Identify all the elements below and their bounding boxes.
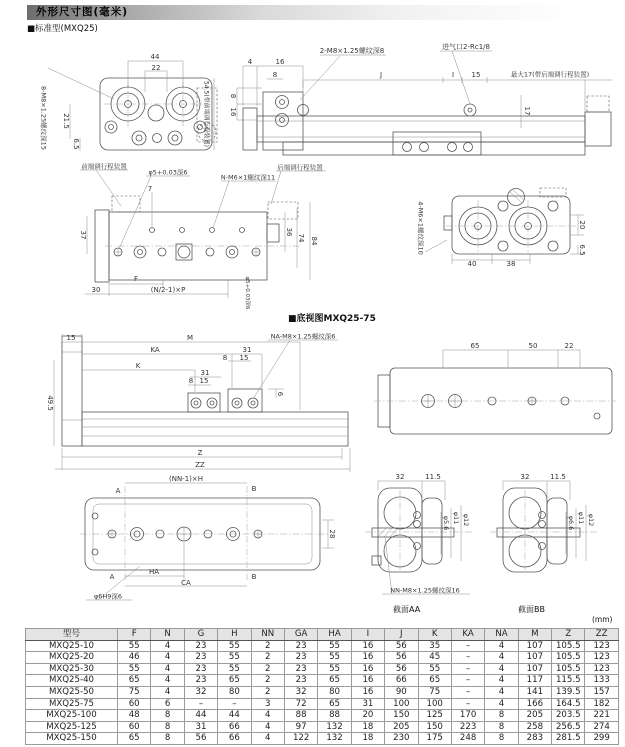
table-cell: 32 xyxy=(284,686,317,698)
table-cell: 4 xyxy=(251,710,284,722)
table-cell: 20 xyxy=(351,710,384,722)
table-header-cell: G xyxy=(184,629,217,641)
table-header-cell: Z xyxy=(552,629,585,641)
table-cell: 205 xyxy=(518,710,551,722)
table-cell: 65 xyxy=(318,698,351,710)
table-cell: 88 xyxy=(318,710,351,722)
table-cell: 97 xyxy=(284,721,317,733)
table-header-cell: I xyxy=(351,629,384,641)
section-bb-caption: 截面BB xyxy=(518,605,545,614)
dim-label: φ5+0.03深6 xyxy=(148,168,188,177)
dim-label: CA xyxy=(181,579,191,587)
dim-label: φ6.6 xyxy=(567,515,575,531)
table-cell: 80 xyxy=(318,686,351,698)
dim-label: 31 xyxy=(242,346,252,354)
table-cell: 248 xyxy=(451,733,484,745)
table-cell: 2 xyxy=(251,640,284,652)
dim-label: 8 xyxy=(222,354,228,362)
unit-note: (mm) xyxy=(592,615,613,624)
dim-label: 22 xyxy=(564,342,574,350)
table-body xyxy=(26,640,619,744)
dim-label: A xyxy=(109,573,115,581)
table-cell: 132 xyxy=(318,733,351,745)
table-cell: 107 xyxy=(518,652,551,664)
table-row xyxy=(26,733,619,745)
table-header-cell: 型号 xyxy=(26,629,118,641)
table-cell: 105.5 xyxy=(552,652,585,664)
table-cell: 274 xyxy=(585,721,618,733)
table-cell: 55 xyxy=(218,663,251,675)
table-row xyxy=(26,640,619,652)
dim-label: φ12 xyxy=(587,513,595,527)
table-cell: – xyxy=(451,675,484,687)
dim-label: ZZ xyxy=(195,461,205,469)
table-cell: 16 xyxy=(351,652,384,664)
table-cell: 283 xyxy=(518,733,551,745)
table-cell: 75 xyxy=(118,686,151,698)
table-cell: 65 xyxy=(218,675,251,687)
table-cell: 4 xyxy=(485,675,518,687)
dim-label: 后端调行程装置 xyxy=(277,163,323,172)
table-cell: 23 xyxy=(184,652,217,664)
table-cell: 56 xyxy=(184,733,217,745)
table-cell: MXQ25-50 xyxy=(26,686,118,698)
dim-label: φ5.6 xyxy=(442,515,450,531)
table-row xyxy=(26,663,619,675)
table-cell: 55 xyxy=(218,640,251,652)
table-cell: 115.5 xyxy=(552,675,585,687)
table-cell: 18 xyxy=(351,733,384,745)
table-cell: 105.5 xyxy=(552,663,585,675)
table-cell: 18 xyxy=(351,721,384,733)
table-row xyxy=(26,721,619,733)
dim-label: 6.5 xyxy=(578,244,586,256)
dim-label: K xyxy=(135,362,141,370)
section-aa xyxy=(365,481,472,594)
dim-label: 54.5(带前端调行程装置) xyxy=(202,80,210,148)
table-cell: 107 xyxy=(518,640,551,652)
dim-label: 8 xyxy=(229,93,237,99)
table-cell: 65 xyxy=(418,675,451,687)
dim-label: (N/2-1)×P xyxy=(150,286,186,294)
table-cell: 75 xyxy=(418,686,451,698)
table-cell: 4 xyxy=(151,675,184,687)
table-cell: 60 xyxy=(118,698,151,710)
table-cell: 65 xyxy=(318,675,351,687)
table-cell: 66 xyxy=(385,675,418,687)
dim-label: 4 xyxy=(247,58,253,66)
dim-label: φ11 xyxy=(452,511,460,525)
table-cell: 31 xyxy=(351,698,384,710)
table-header-cell: N xyxy=(151,629,184,641)
table-cell: 4 xyxy=(151,640,184,652)
table-cell: 8 xyxy=(151,721,184,733)
table-header-cell: NN xyxy=(251,629,284,641)
table-cell: 65 xyxy=(118,675,151,687)
dim-label: J xyxy=(379,71,383,79)
table-cell: MXQ25-10 xyxy=(26,640,118,652)
table-header-cell: NA xyxy=(485,629,518,641)
table-cell: – xyxy=(451,663,484,675)
table-cell: 90 xyxy=(385,686,418,698)
dim-label: 8 xyxy=(272,71,278,79)
table-cell: 88 xyxy=(284,710,317,722)
dim-label: HA xyxy=(148,568,160,576)
table-cell: 175 xyxy=(418,733,451,745)
table-cell: 46 xyxy=(118,652,151,664)
table-cell: 2 xyxy=(251,675,284,687)
table-cell: 32 xyxy=(184,686,217,698)
table-cell: – xyxy=(451,698,484,710)
table-cell: 56 xyxy=(385,663,418,675)
dim-label: NN-M8×1.25螺纹深16 xyxy=(390,586,460,595)
dim-label: B xyxy=(251,573,257,581)
dim-label: F xyxy=(133,275,139,283)
table-cell: – xyxy=(451,652,484,664)
dim-label: 7 xyxy=(147,185,153,193)
table-cell: MXQ25-75 xyxy=(26,698,118,710)
dim-label: 4-M6×1螺纹深10 xyxy=(416,201,425,255)
table-cell: 2 xyxy=(251,652,284,664)
table-cell: 8 xyxy=(151,710,184,722)
dim-label: M xyxy=(186,334,194,342)
dim-label: 37 xyxy=(79,230,87,240)
table-cell: 16 xyxy=(351,675,384,687)
table-cell: 141 xyxy=(518,686,551,698)
dim-label: 20 xyxy=(578,220,586,230)
table-cell: 221 xyxy=(585,710,618,722)
dim-label: 32 xyxy=(395,473,405,481)
dim-label: 32 xyxy=(520,473,530,481)
dim-label: 28 xyxy=(328,529,336,539)
table-cell: 4 xyxy=(485,652,518,664)
table-row xyxy=(26,698,619,710)
table-cell: – xyxy=(218,698,251,710)
table-header-cell: KA xyxy=(451,629,484,641)
table-cell: 55 xyxy=(118,640,151,652)
dim-label: 15 xyxy=(199,377,209,385)
table-cell: 8 xyxy=(151,733,184,745)
table-cell: 123 xyxy=(585,663,618,675)
table-cell: 4 xyxy=(151,686,184,698)
bottom-view-label: ■底视图MXQ25-75 xyxy=(288,314,376,324)
table-cell: 65 xyxy=(118,733,151,745)
dim-label: 22 xyxy=(151,64,161,72)
table-row xyxy=(26,710,619,722)
dim-label: 21.5 xyxy=(62,113,70,129)
table-cell: 23 xyxy=(184,663,217,675)
table-cell: 56 xyxy=(385,652,418,664)
dim-label: φ5+0.03深6 xyxy=(244,276,250,310)
table-cell: 2 xyxy=(251,686,284,698)
table-cell: 4 xyxy=(485,698,518,710)
table-cell: 123 xyxy=(585,652,618,664)
dim-label: 6 xyxy=(276,391,284,397)
table-cell: 16 xyxy=(351,640,384,652)
dim-label: 15 xyxy=(239,354,249,362)
table-header-cell: GA xyxy=(284,629,317,641)
table-header-cell: F xyxy=(118,629,151,641)
dim-label: B xyxy=(251,485,257,493)
table-cell: 123 xyxy=(585,640,618,652)
dim-label: 16 xyxy=(275,58,285,66)
table-cell: 23 xyxy=(184,675,217,687)
view-middle-end xyxy=(425,188,584,264)
table-cell: 16 xyxy=(351,663,384,675)
dim-label: 84 xyxy=(310,236,318,246)
table-cell: – xyxy=(184,698,217,710)
table-cell: 23 xyxy=(184,640,217,652)
table-cell: 117 xyxy=(518,675,551,687)
dim-label: Z xyxy=(197,449,203,457)
dim-label: 11.5 xyxy=(425,473,441,481)
table-cell: 3 xyxy=(251,698,284,710)
table-cell: 66 xyxy=(218,721,251,733)
dim-label: (NN-1)×H xyxy=(168,475,204,483)
table-cell: 45 xyxy=(418,652,451,664)
section-bb xyxy=(490,481,597,572)
dim-label: 17 xyxy=(523,106,531,116)
dim-label: 前端调行程装置 xyxy=(81,162,127,171)
table-cell: 133 xyxy=(585,675,618,687)
table-cell: 2 xyxy=(251,663,284,675)
table-header-row xyxy=(26,629,619,641)
table-cell: 170 xyxy=(451,710,484,722)
table-cell: 4 xyxy=(251,733,284,745)
dim-label: KA xyxy=(150,346,160,354)
dim-label: 30 xyxy=(91,286,101,294)
table-cell: 100 xyxy=(418,698,451,710)
table-cell: 44 xyxy=(184,710,217,722)
table-header-cell: H xyxy=(218,629,251,641)
dim-label: 进气口2-Rc1/8 xyxy=(442,43,490,51)
table-cell: 23 xyxy=(284,675,317,687)
dim-label: 74 xyxy=(297,233,305,243)
table-cell: 55 xyxy=(418,663,451,675)
dim-label: 31 xyxy=(200,369,210,377)
table-header-cell: K xyxy=(418,629,451,641)
table-cell: 4 xyxy=(485,663,518,675)
table-cell: 132 xyxy=(318,721,351,733)
table-cell: 8 xyxy=(485,710,518,722)
table-cell: 56 xyxy=(385,640,418,652)
table-cell: 299 xyxy=(585,733,618,745)
table-cell: 258 xyxy=(518,721,551,733)
table-cell: MXQ25-20 xyxy=(26,652,118,664)
dim-label: 16 xyxy=(229,107,237,117)
dim-label: I xyxy=(451,71,455,79)
table-cell: MXQ25-150 xyxy=(26,733,118,745)
view-bottom-mxq75 xyxy=(374,350,616,434)
dim-label: 36 xyxy=(285,227,293,237)
table-cell: – xyxy=(451,686,484,698)
table-cell: 125 xyxy=(418,710,451,722)
table-cell: 8 xyxy=(485,721,518,733)
dim-label: N-M6×1螺纹深11 xyxy=(220,173,276,182)
table-cell: 107 xyxy=(518,663,551,675)
table-header-cell: ZZ xyxy=(585,629,618,641)
dim-label: 8-M8×1.25螺纹深15 xyxy=(39,86,48,150)
table-cell: 6 xyxy=(151,698,184,710)
table-cell: 150 xyxy=(418,721,451,733)
table-cell: MXQ25-125 xyxy=(26,721,118,733)
table-cell: 203.5 xyxy=(552,710,585,722)
dim-label: 11.5 xyxy=(550,473,566,481)
table-cell: 23 xyxy=(284,640,317,652)
table-cell: 4 xyxy=(251,721,284,733)
table-cell: 230 xyxy=(385,733,418,745)
dim-label: 38 xyxy=(506,260,516,268)
table-cell: 205 xyxy=(385,721,418,733)
dim-label: φ11 xyxy=(577,511,585,525)
dim-label: 15 xyxy=(471,71,481,79)
table-cell: 8 xyxy=(485,733,518,745)
standard-type-label: ■标准型(MXQ25) xyxy=(27,24,98,34)
table-header-cell: J xyxy=(385,629,418,641)
table-cell: 157 xyxy=(585,686,618,698)
dim-label: NA-M8×1.25螺纹深6 xyxy=(270,332,336,341)
table-cell: 256.5 xyxy=(552,721,585,733)
table-cell: 66 xyxy=(218,733,251,745)
table-row xyxy=(26,675,619,687)
dim-label: φ6H9深6 xyxy=(93,592,123,601)
table-cell: 80 xyxy=(218,686,251,698)
table-cell: 105.5 xyxy=(552,640,585,652)
table-cell: 150 xyxy=(385,710,418,722)
table-cell: 139.5 xyxy=(552,686,585,698)
table-cell: 4 xyxy=(485,640,518,652)
dim-label: A xyxy=(115,487,121,495)
dim-label: 15 xyxy=(66,334,76,342)
table-cell: 4 xyxy=(151,652,184,664)
dim-label: 2-M8×1.25螺纹深8 xyxy=(319,47,385,55)
dimensions-table xyxy=(25,628,619,745)
view-bottom-plan xyxy=(80,483,334,600)
table-cell: 4 xyxy=(485,686,518,698)
table-cell: 55 xyxy=(318,640,351,652)
table-cell: 35 xyxy=(418,640,451,652)
table-row xyxy=(26,652,619,664)
dim-label: 6.5 xyxy=(72,138,80,150)
table-cell: 164.5 xyxy=(552,698,585,710)
table-cell: 48 xyxy=(118,710,151,722)
table-head xyxy=(26,629,619,641)
page-title: 外形尺寸图(毫米) xyxy=(36,6,129,18)
dim-label: 44 xyxy=(150,53,160,61)
dim-label: 8 xyxy=(188,377,194,385)
table-cell: 55 xyxy=(318,663,351,675)
table-cell: MXQ25-40 xyxy=(26,675,118,687)
table-cell: 60 xyxy=(118,721,151,733)
view-top-right xyxy=(237,51,612,155)
dim-label: φ12 xyxy=(462,513,470,527)
table-header-cell: M xyxy=(518,629,551,641)
table-cell: 100 xyxy=(385,698,418,710)
section-aa-caption: 截面AA xyxy=(393,605,421,614)
table-cell: – xyxy=(451,640,484,652)
table-cell: 182 xyxy=(585,698,618,710)
table-cell: MXQ25-100 xyxy=(26,710,118,722)
dim-label: 65 xyxy=(470,342,480,350)
table-cell: 16 xyxy=(351,686,384,698)
table-cell: 31 xyxy=(184,721,217,733)
table-cell: 55 xyxy=(318,652,351,664)
table-header-cell: HA xyxy=(318,629,351,641)
dim-label: 40 xyxy=(467,260,477,268)
table-cell: 23 xyxy=(284,663,317,675)
table-cell: 55 xyxy=(118,663,151,675)
table-cell: 4 xyxy=(151,663,184,675)
dim-label: 最大17(带后端调行程装置) xyxy=(510,70,590,79)
table-cell: 55 xyxy=(218,652,251,664)
table-cell: 23 xyxy=(284,652,317,664)
dim-label: 49.5 xyxy=(46,395,54,411)
table-cell: 44 xyxy=(218,710,251,722)
table-cell: 281.5 xyxy=(552,733,585,745)
table-cell: 166 xyxy=(518,698,551,710)
table-cell: 72 xyxy=(284,698,317,710)
table-cell: 122 xyxy=(284,733,317,745)
table-row xyxy=(26,686,619,698)
table-cell: MXQ25-30 xyxy=(26,663,118,675)
table-cell: 223 xyxy=(451,721,484,733)
dim-label: 50 xyxy=(528,342,538,350)
